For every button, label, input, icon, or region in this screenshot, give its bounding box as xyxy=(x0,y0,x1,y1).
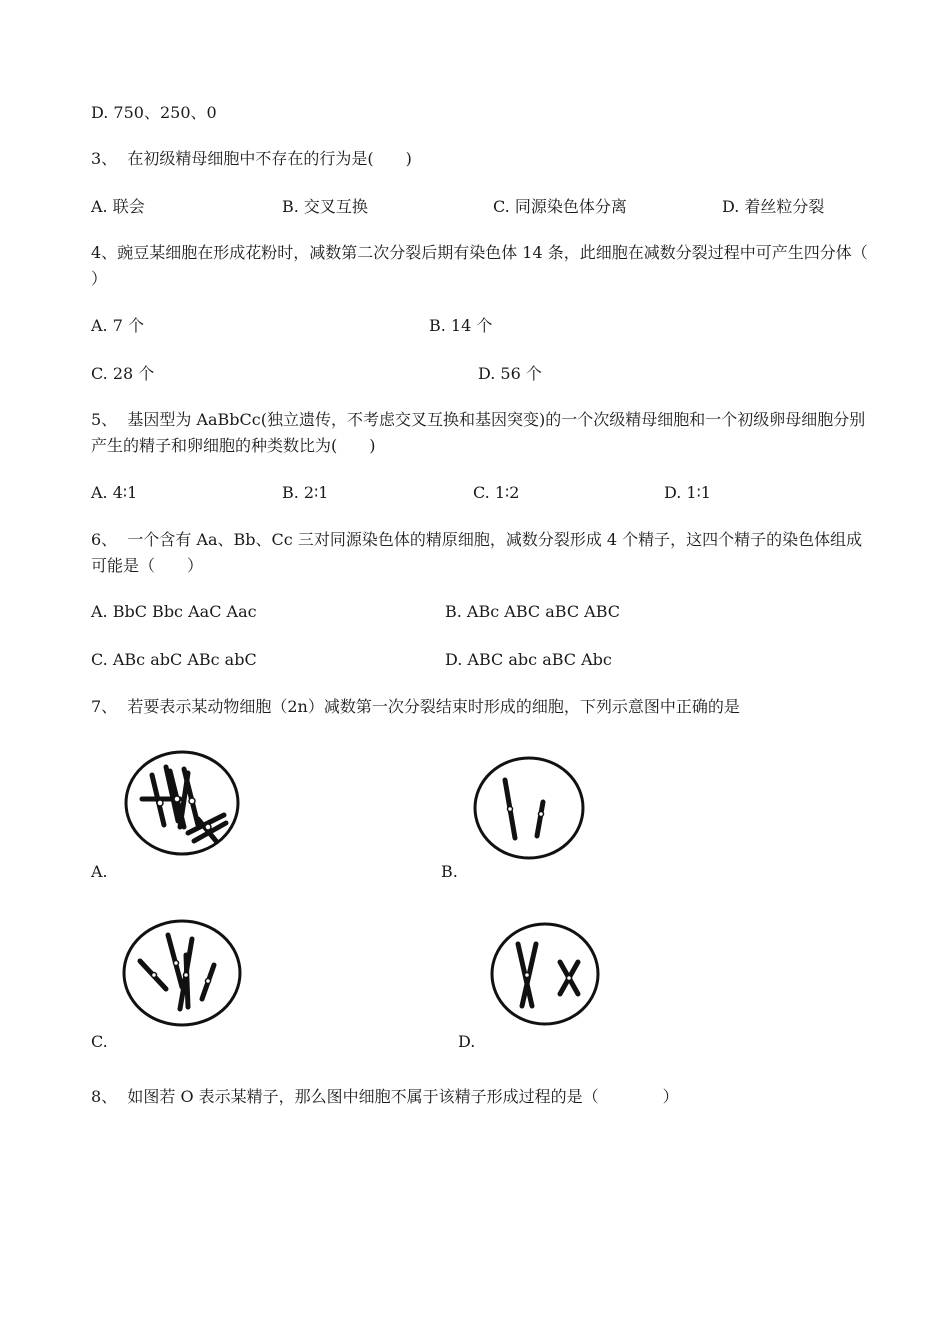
question-number: 6、 xyxy=(91,530,118,549)
q7-option-c: C. xyxy=(91,1032,108,1051)
question-text: 如图若 O 表示某精子，那么图中细胞不属于该精子形成过程的是（ ） xyxy=(127,1087,679,1106)
question-number: 4、 xyxy=(91,243,118,262)
q4-option-a: A. 7 个 xyxy=(91,316,144,335)
q3-option-d: D. 着丝粒分裂 xyxy=(722,197,825,216)
question-number: 5、 xyxy=(91,410,118,429)
q3-option-a: A. 联会 xyxy=(91,197,145,216)
q7-option-a: A. xyxy=(91,862,108,881)
question-text: 一个含有 Aa、Bb、Cc 三对同源染色体的精原细胞，减数分裂形成 4 个精子，这四个精子的染色体组成可能是（ ） xyxy=(91,530,863,575)
q5-option-b: B. 2∶1 xyxy=(282,483,329,502)
question-text: 豌豆某细胞在形成花粉时，减数第二次分裂后期有染色体 14 条，此细胞在减数分裂过程中可产生四分体（ ） xyxy=(91,243,868,288)
question-number: 8、 xyxy=(91,1087,118,1106)
question-number: 7、 xyxy=(91,697,118,716)
q6-option-c: C. ABc abC ABc abC xyxy=(91,650,257,669)
q6-option-a: A. BbC Bbc AaC Aac xyxy=(91,602,257,621)
question-7-stem xyxy=(91,697,740,717)
cell-figure-a xyxy=(122,747,242,859)
q4-option-c: C. 28 个 xyxy=(91,364,155,383)
q5-option-a: A. 4∶1 xyxy=(91,483,138,502)
q3-option-c: C. 同源染色体分离 xyxy=(493,197,627,216)
question-number: 3、 xyxy=(91,149,118,168)
q6-option-b: B. ABc ABC aBC ABC xyxy=(445,602,620,621)
question-6-stem xyxy=(91,527,871,579)
q5-option-c: C. 1∶2 xyxy=(473,483,520,502)
q7-option-d: D. xyxy=(458,1032,476,1051)
cell-figure-c xyxy=(120,917,244,1029)
question-3-stem xyxy=(91,149,412,169)
cell-figure-d xyxy=(488,920,602,1028)
question-text: 在初级精母细胞中不存在的行为是( ) xyxy=(127,149,412,168)
question-4-stem xyxy=(91,240,871,292)
cell-figure-b xyxy=(471,754,587,862)
q3-option-b: B. 交叉互换 xyxy=(282,197,368,216)
q7-option-b: B. xyxy=(441,862,458,881)
question-text: 若要表示某动物细胞（2n）减数第一次分裂结束时形成的细胞，下列示意图中正确的是 xyxy=(127,697,740,716)
q5-option-d: D. 1∶1 xyxy=(664,483,711,502)
question-text: 基因型为 AaBbCc(独立遗传，不考虑交叉互换和基因突变)的一个次级精母细胞和一个初级卵母细胞分别产生的精子和卵细胞的种类数比为( ) xyxy=(91,410,866,455)
question-8-stem xyxy=(91,1087,679,1107)
question-5-stem xyxy=(91,407,871,459)
q6-option-d: D. ABC abc aBC Abc xyxy=(445,650,612,669)
q4-option-d: D. 56 个 xyxy=(478,364,542,383)
q4-option-b: B. 14 个 xyxy=(429,316,493,335)
q2-option-d: D. 750、250、0 xyxy=(91,103,217,122)
